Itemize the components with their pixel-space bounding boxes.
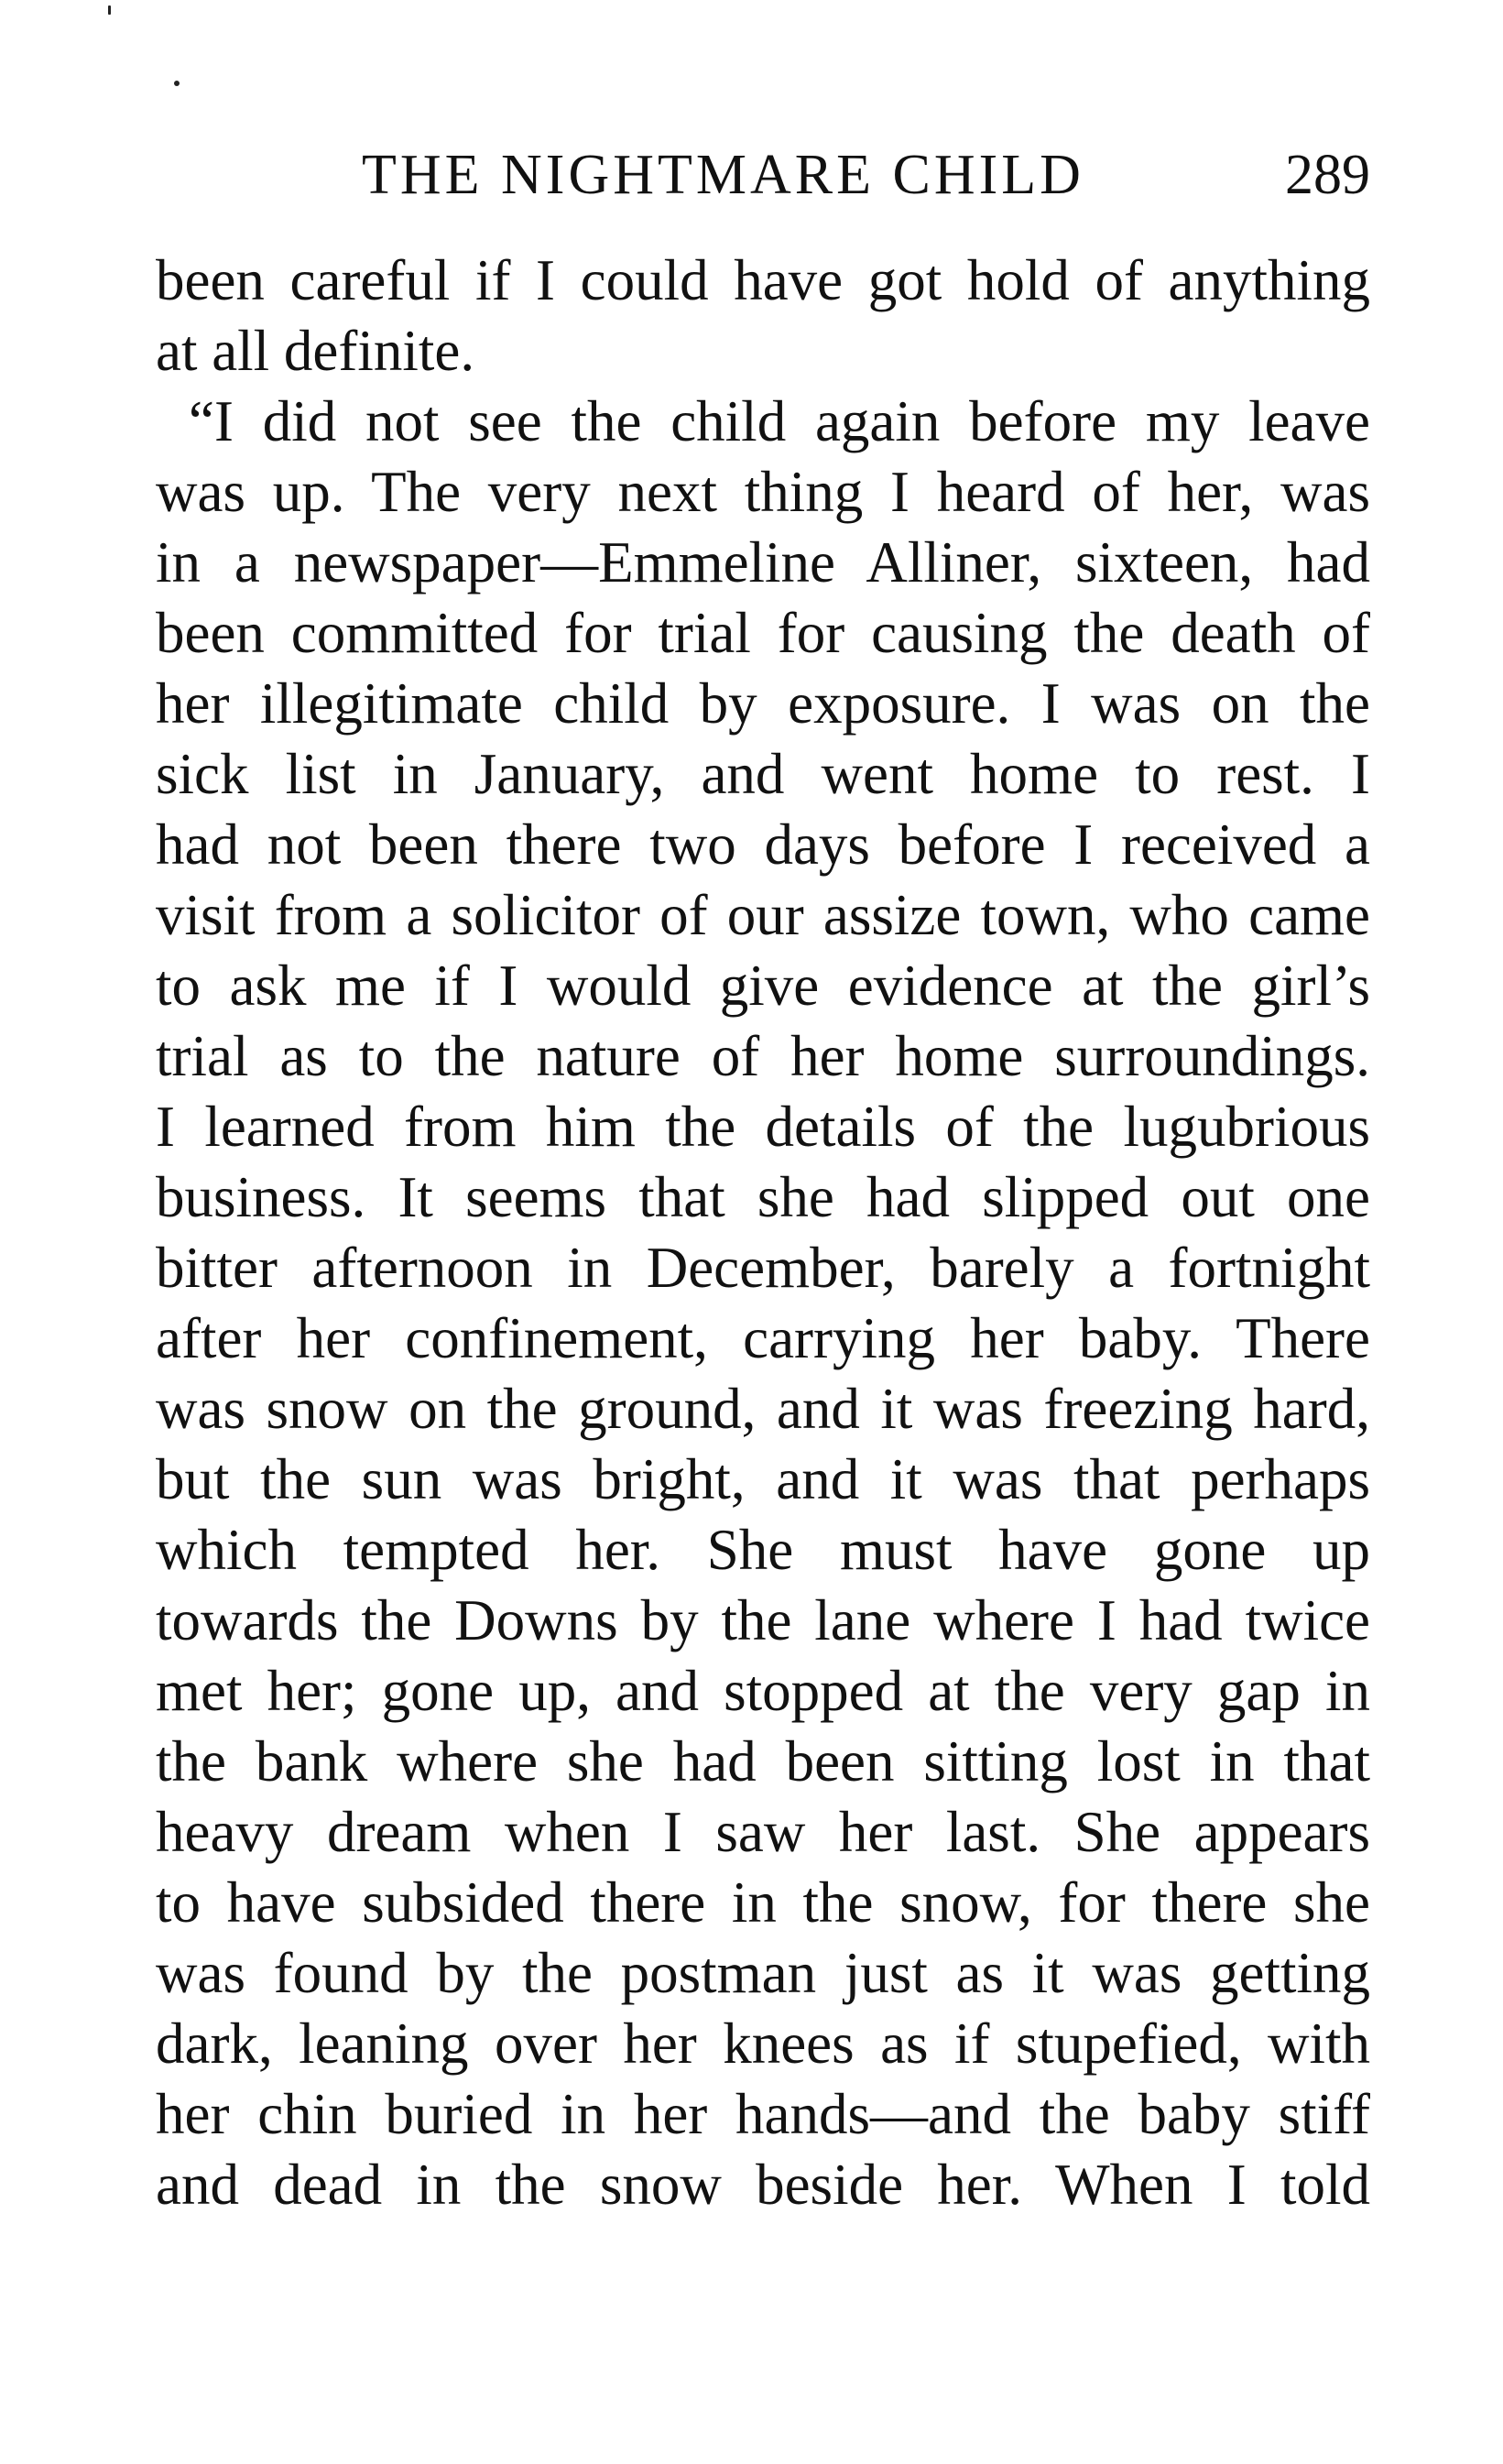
text-line: and dead in the snow beside her. When I told [156, 2153, 1370, 2217]
text-line: was snow on the ground, and it was freezing hard, [156, 1377, 1370, 1441]
text-line: was up. The very next thing I heard of her, was [156, 460, 1370, 524]
text-line: the bank where she had been sitting lost in that [156, 1729, 1370, 1793]
text-line: but the sun was bright, and it was that perhaps [156, 1447, 1370, 1511]
text-line: her illegitimate child by exposure. I was on the [156, 671, 1370, 736]
text-line: sick list in January, and went home to rest. I [156, 742, 1370, 806]
text-line: towards the Downs by the lane where I had twice [156, 1588, 1370, 1652]
text-line: been committed for trial for causing the death of [156, 601, 1370, 665]
text-line: visit from a solicitor of our assize town, who came [156, 883, 1370, 947]
text-line: after her confinement, carrying her baby. There [156, 1306, 1370, 1370]
print-speck [174, 81, 180, 86]
text-line: business. It seems that she had slipped out one [156, 1165, 1370, 1229]
text-line: bitter afternoon in December, barely a fortnight [156, 1236, 1370, 1300]
text-line: in a newspaper—Emmeline Alliner, sixteen, had [156, 530, 1370, 594]
page-number: 289 [1285, 144, 1370, 206]
running-head: THE NIGHTMARE CHILD [362, 144, 1084, 206]
text-line: her chin buried in her hands—and the baby stiff [156, 2082, 1370, 2146]
text-line: met her; gone up, and stopped at the very gap in [156, 1659, 1370, 1723]
print-speck [108, 5, 111, 15]
page-header [156, 126, 1370, 209]
text-line: which tempted her. She must have gone up [156, 1518, 1370, 1582]
text-line: “I did not see the child again before my leave [189, 389, 1370, 453]
text-line: I learned from him the details of the lugubrious [156, 1095, 1370, 1159]
text-line: trial as to the nature of her home surroundings. [156, 1024, 1370, 1088]
text-line: to have subsided there in the snow, for there she [156, 1870, 1370, 1935]
text-line: dark, leaning over her knees as if stupefied, with [156, 2012, 1370, 2076]
body-text [156, 245, 1370, 2220]
text-line: to ask me if I would give evidence at the girl’s [156, 954, 1370, 1018]
text-line: at all definite. [156, 319, 475, 383]
text-line: heavy dream when I saw her last. She appears [156, 1800, 1370, 1864]
text-line: been careful if I could have got hold of anything [156, 248, 1370, 312]
text-line: had not been there two days before I received a [156, 812, 1370, 877]
text-line: was found by the postman just as it was getting [156, 1941, 1370, 2005]
